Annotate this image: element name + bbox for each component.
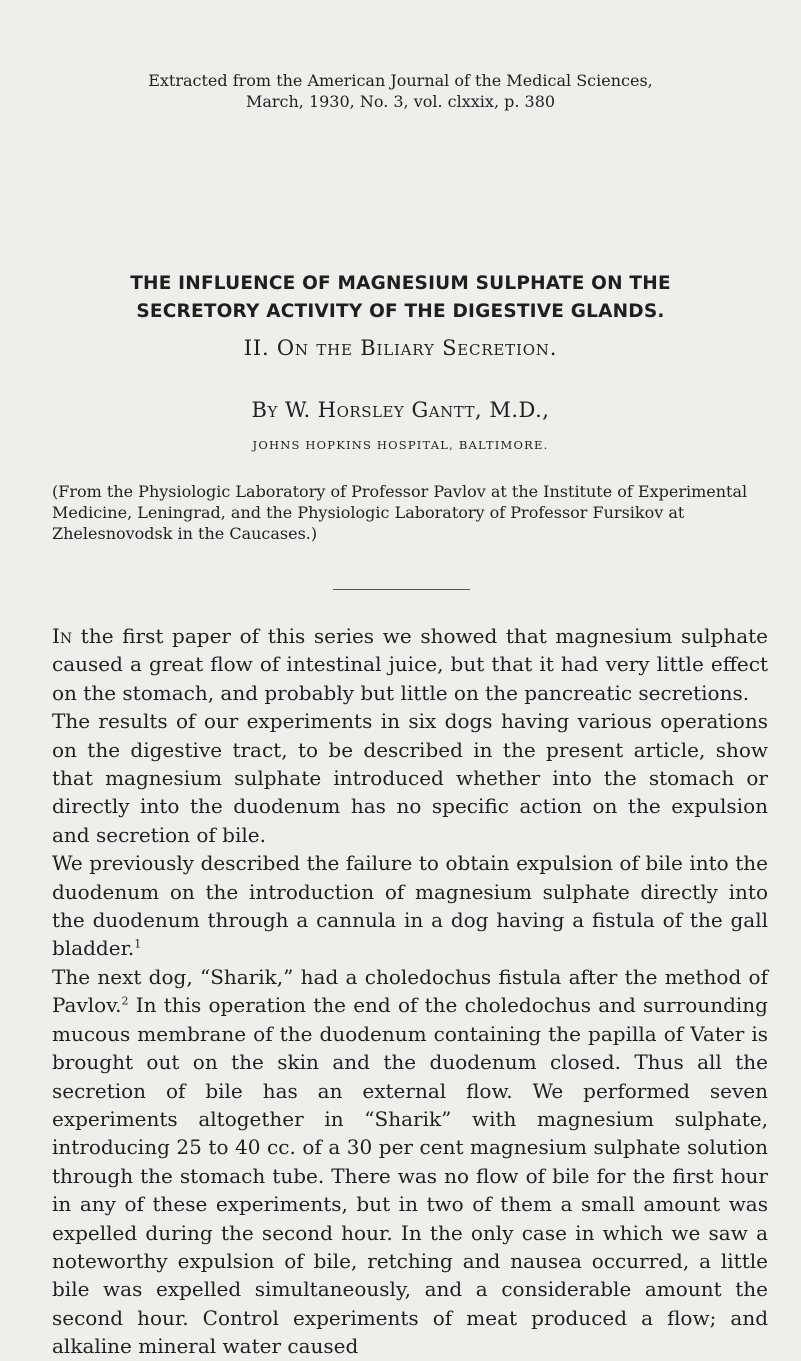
lead-word: In [52,624,73,648]
citation-line-1: Extracted from the American Journal of the Medical Sciences, [148,71,653,90]
citation-header [0,70,801,112]
article-subtitle: II. On the Biliary Secretion. [243,336,558,360]
article-body [52,622,768,1361]
laboratory-note: (From the Physiologic Laboratory of Professor Pavlov at the Institute of Experimental Medicine, Leningrad, and the Physiologic Laboratory of Professor Fursikov at Zhelesnovodsk in the Caucases.) [52,482,748,543]
paragraph-4-text-a: The next dog, “Sharik,” had a choledochus fistula after the method of Pavlov. [52,964,768,1018]
footnote-ref-2: 2 [121,994,129,1008]
footnote-ref-1: 1 [134,937,142,951]
section-divider [333,589,470,590]
citation-line-2: March, 1930, No. 3, vol. clxxix, p. 380 [245,92,556,111]
article-title [0,270,801,326]
title-line-1: THE INFLUENCE OF MAGNESIUM SULPHATE ON THE [130,273,671,294]
paragraph-1-text: the first paper of this series we showed that magnesium sulphate caused a great flow of intestinal juice, but that it had very little effect on the stomach, and probably but little on the pancreatic secretions. [52,624,768,705]
paragraph-4-text-b: In this operation the end of the choledochus and surrounding mucous membrane of the duodenum containing the papilla of Vater is brought out on the skin and the duodenum closed. Thus all the secretion of bile has an external flow. We performed seven experiments altogether in “Sharik” with magnesium sulphate, introducing 25 to 40 cc. of a 30 per cent magnesium sulphate solution through the stomach tube. There was no flow of bile for the first hour in any of these experiments, but in two of them a small amount was expelled during the second hour. In the only case in which we saw a noteworthy expulsion of bile, retching and nausea occurred, a little bile was expelled simultaneously, and a considerable amount the second hour. Control experiments of meat produced a flow; and alkaline mineral water caused [52,993,768,1359]
paragraph-3 [52,849,768,963]
paragraph-3-text: We previously described the failure to obtain expulsion of bile into the duodenum on the introduction of magnesium sulphate directly into the duodenum through a cannula in a dog having a fistula of the gall bladder. [52,851,768,961]
paragraph-4 [52,963,768,1361]
paragraph-1 [52,622,768,707]
author-affiliation: JOHNS HOPKINS HOSPITAL, BALTIMORE. [252,438,549,452]
paragraph-2: The results of our experiments in six dogs having various operations on the digestive tract, to be described in the present article, show that magnesium sulphate introduced whether into the stomach or directly into the duodenum has no specific action on the expulsion and secretion of bile. [52,709,768,847]
title-line-2: SECRETORY ACTIVITY OF THE DIGESTIVE GLANDS. [136,301,665,322]
author-byline: By W. Horsley Gantt, M.D., [251,398,550,422]
